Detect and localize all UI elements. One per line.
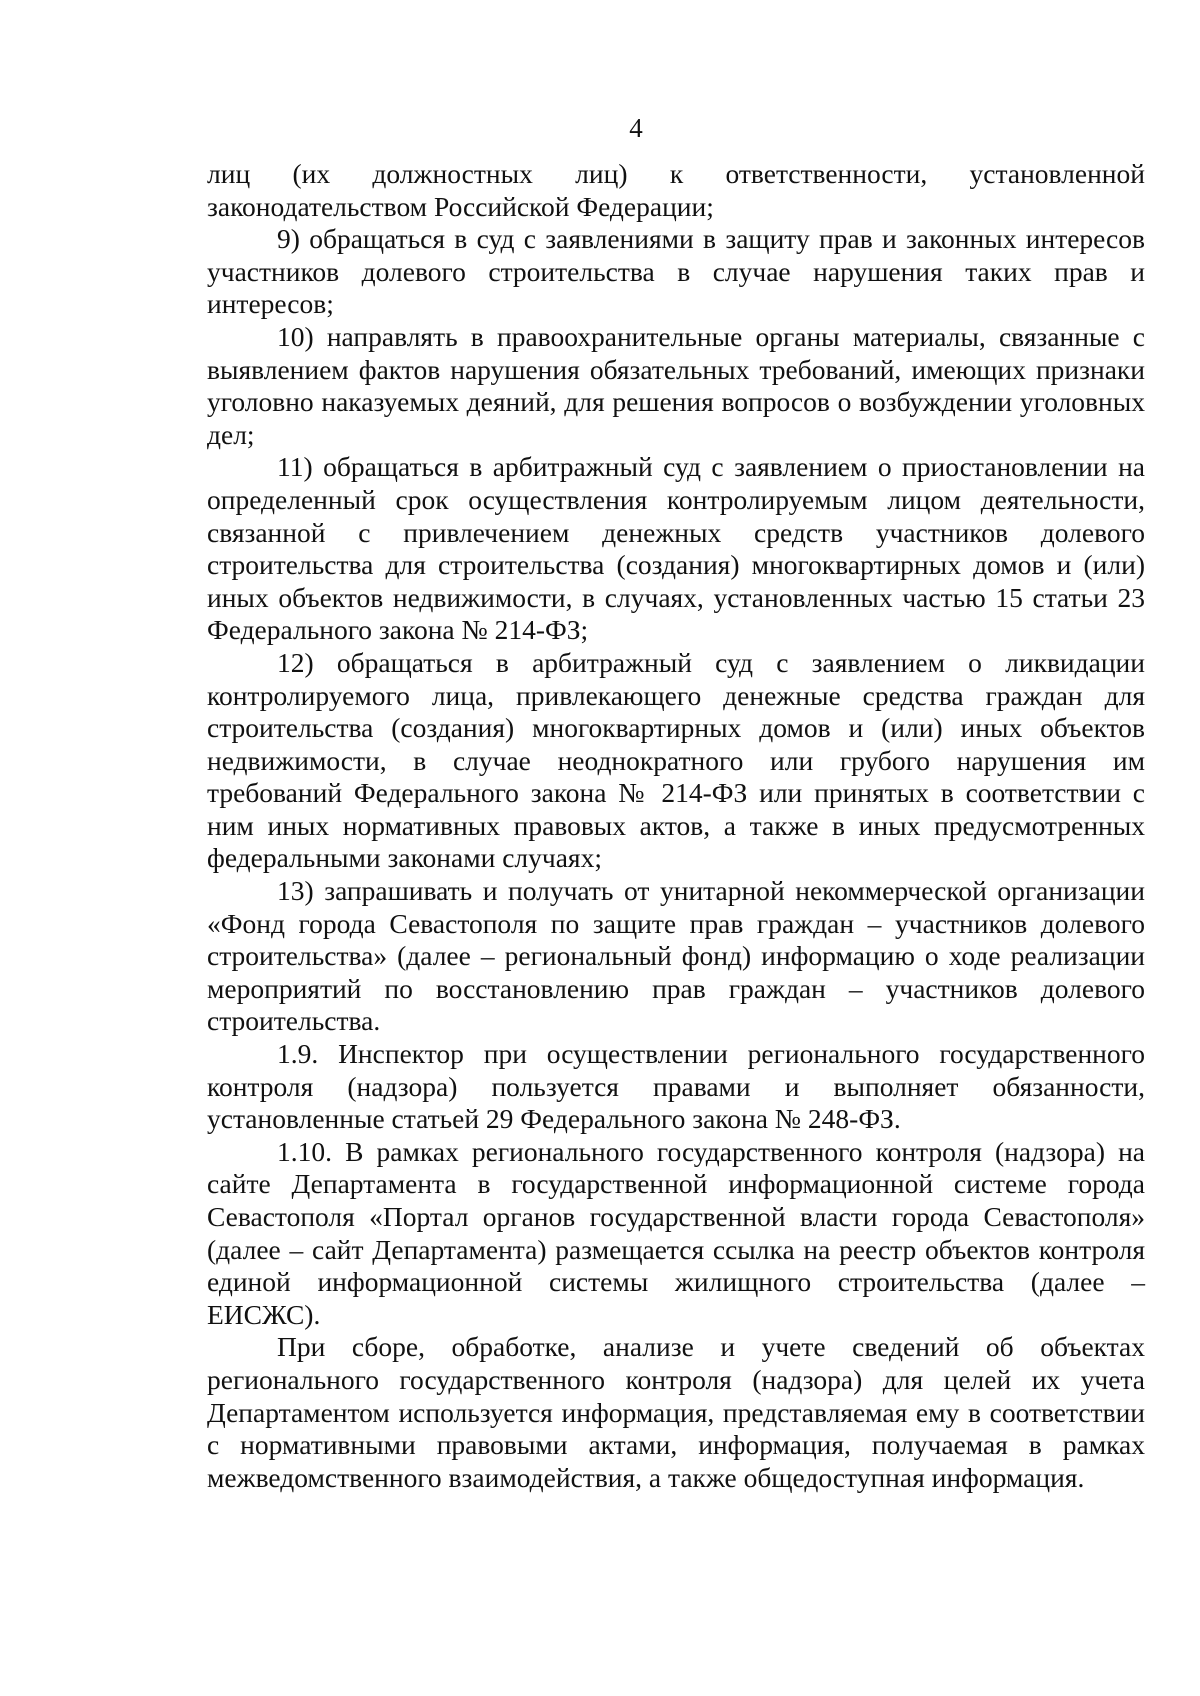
paragraph-item-9: 9) обращаться в суд с заявлениями в защиту прав и законных интересов участников долевого строительства в случае нарушения таких прав и интересов; — [207, 223, 1145, 320]
paragraph-information-sources: При сборе, обработке, анализе и учете сведений об объектах регионального государственного контроля (надзора) для целей их учета Департаментом используется информация, представляемая ему в соответствии с нормативными правовыми актами, информация, получаемая в рамках межведомственного взаимодействия, а также общедоступная информация. — [207, 1331, 1145, 1493]
paragraph-item-12: 12) обращаться в арбитражный суд с заявлением о ликвидации контролируемого лица, привлекающего денежные средства граждан для строительства (создания) многоквартирных домов и (или) иных объектов недвижимости, в случае неоднократного или грубого нарушения им требований Федерального закона № 214-ФЗ или принятых в соответствии с ним иных нормативных правовых актов, а также в иных предусмотренных федеральными законами случаях; — [207, 646, 1145, 874]
paragraph-section-1-9: 1.9. Инспектор при осуществлении регионального государственного контроля (надзора) пользуется правами и выполняет обязанности, установленные статьей 29 Федерального закона № 248-ФЗ. — [207, 1038, 1145, 1135]
paragraph-section-1-10: 1.10. В рамках регионального государственного контроля (надзора) на сайте Департамента в государственной информационной системе города Севастополя «Портал органов государственной власти города Севастополя» (далее – сайт Департамента) размещается ссылка на реестр объектов контроля единой информационной системы жилищного строительства (далее – ЕИСЖС). — [207, 1135, 1145, 1330]
paragraph-item-13: 13) запрашивать и получать от унитарной некоммерческой организации «Фонд города Севастополя по защите прав граждан – участников долевого строительства» (далее – региональный фонд) информацию о ходе реализации мероприятий по восстановлению прав граждан – участников долевого строительства. — [207, 875, 1145, 1037]
page-number: 4 — [629, 113, 643, 143]
document-body — [207, 158, 1145, 1494]
paragraph-item-10: 10) направлять в правоохранительные органы материалы, связанные с выявлением фактов нарушения обязательных требований, имеющих признаки уголовно наказуемых деяний, для решения вопросов о возбуждении уголовных дел; — [207, 320, 1145, 450]
paragraph-item-11: 11) обращаться в арбитражный суд с заявлением о приостановлении на определенный срок осуществления контролируемым лицом деятельности, связанной с привлечением денежных средств участников долевого строительства для строительства (создания) многоквартирных домов и (или) иных объектов недвижимости, в случаях, установленных частью 15 статьи 23 Федерального закона № 214-ФЗ; — [207, 451, 1145, 646]
paragraph-continuation: лиц (их должностных лиц) к ответственности, установленной законодательством Российской Федерации; — [207, 158, 1145, 222]
